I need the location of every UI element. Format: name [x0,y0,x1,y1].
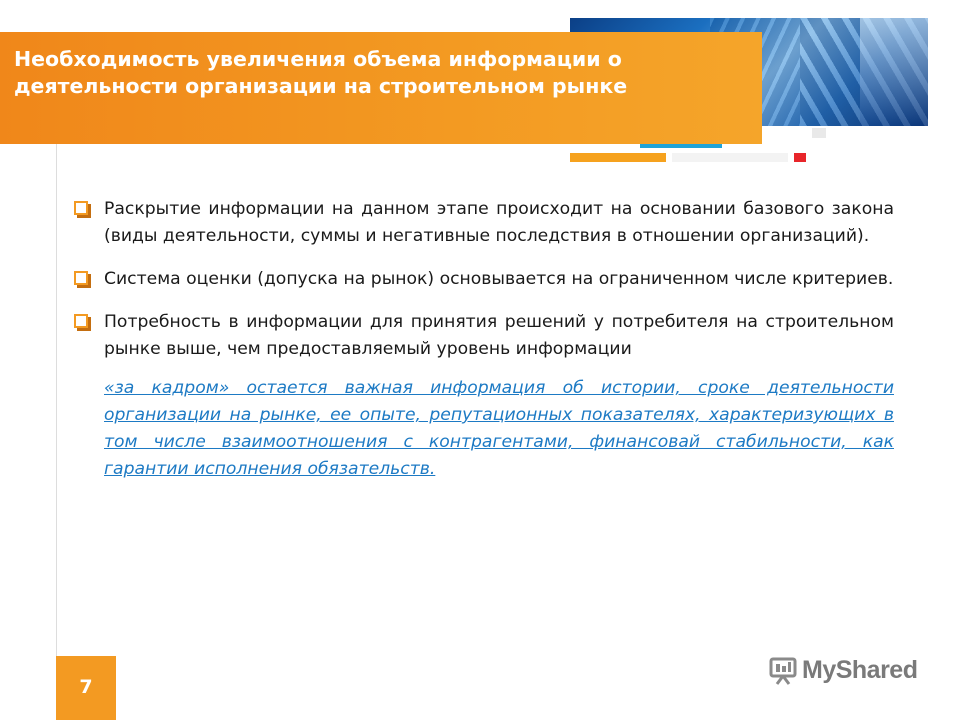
checkbox-bullet-icon [74,271,88,285]
brand-logo[interactable] [768,654,928,690]
decor-grey-square [812,128,826,138]
page-number-tab [56,656,116,720]
slide-content [72,196,894,483]
checkbox-bullet-icon [74,314,88,328]
bullet-text: Система оценки (допуска на рынок) основывается на ограниченном числе критериев. [104,269,894,289]
checkbox-bullet-icon [74,201,88,215]
presentation-icon [768,656,798,686]
decor-white-bar [672,153,788,162]
glass-highlight [860,18,928,126]
bullet-item [72,309,894,363]
left-divider [56,144,57,659]
decor-orange-bar [570,153,666,162]
page-number: 7 [79,676,93,698]
bullet-item [72,266,894,293]
bullet-text: Раскрытие информации на данном этапе происходит на основании базового закона (виды деятельности, суммы и негативные последствия в отношении организаций). [104,199,894,246]
logo-text: MyShared [802,656,918,684]
slide-title: Необходимость увеличения объема информации о деятельности организации на строительном рынке [14,47,628,98]
decor-red-square [794,153,806,162]
bullet-text: Потребность в информации для принятия решений у потребителя на строительном рынке выше, чем предоставляемый уровень информации [104,312,894,359]
hyperlink-paragraph[interactable]: «за кадром» остается важная информация об истории, сроке деятельности организации на рынке, ее опыте, репутационных показателях, характеризующих в том числе взаимоотношения с контрагентами, финансовай стабильности, как гарантии исполнения обязательств. [104,378,894,479]
bullet-item [72,196,894,250]
